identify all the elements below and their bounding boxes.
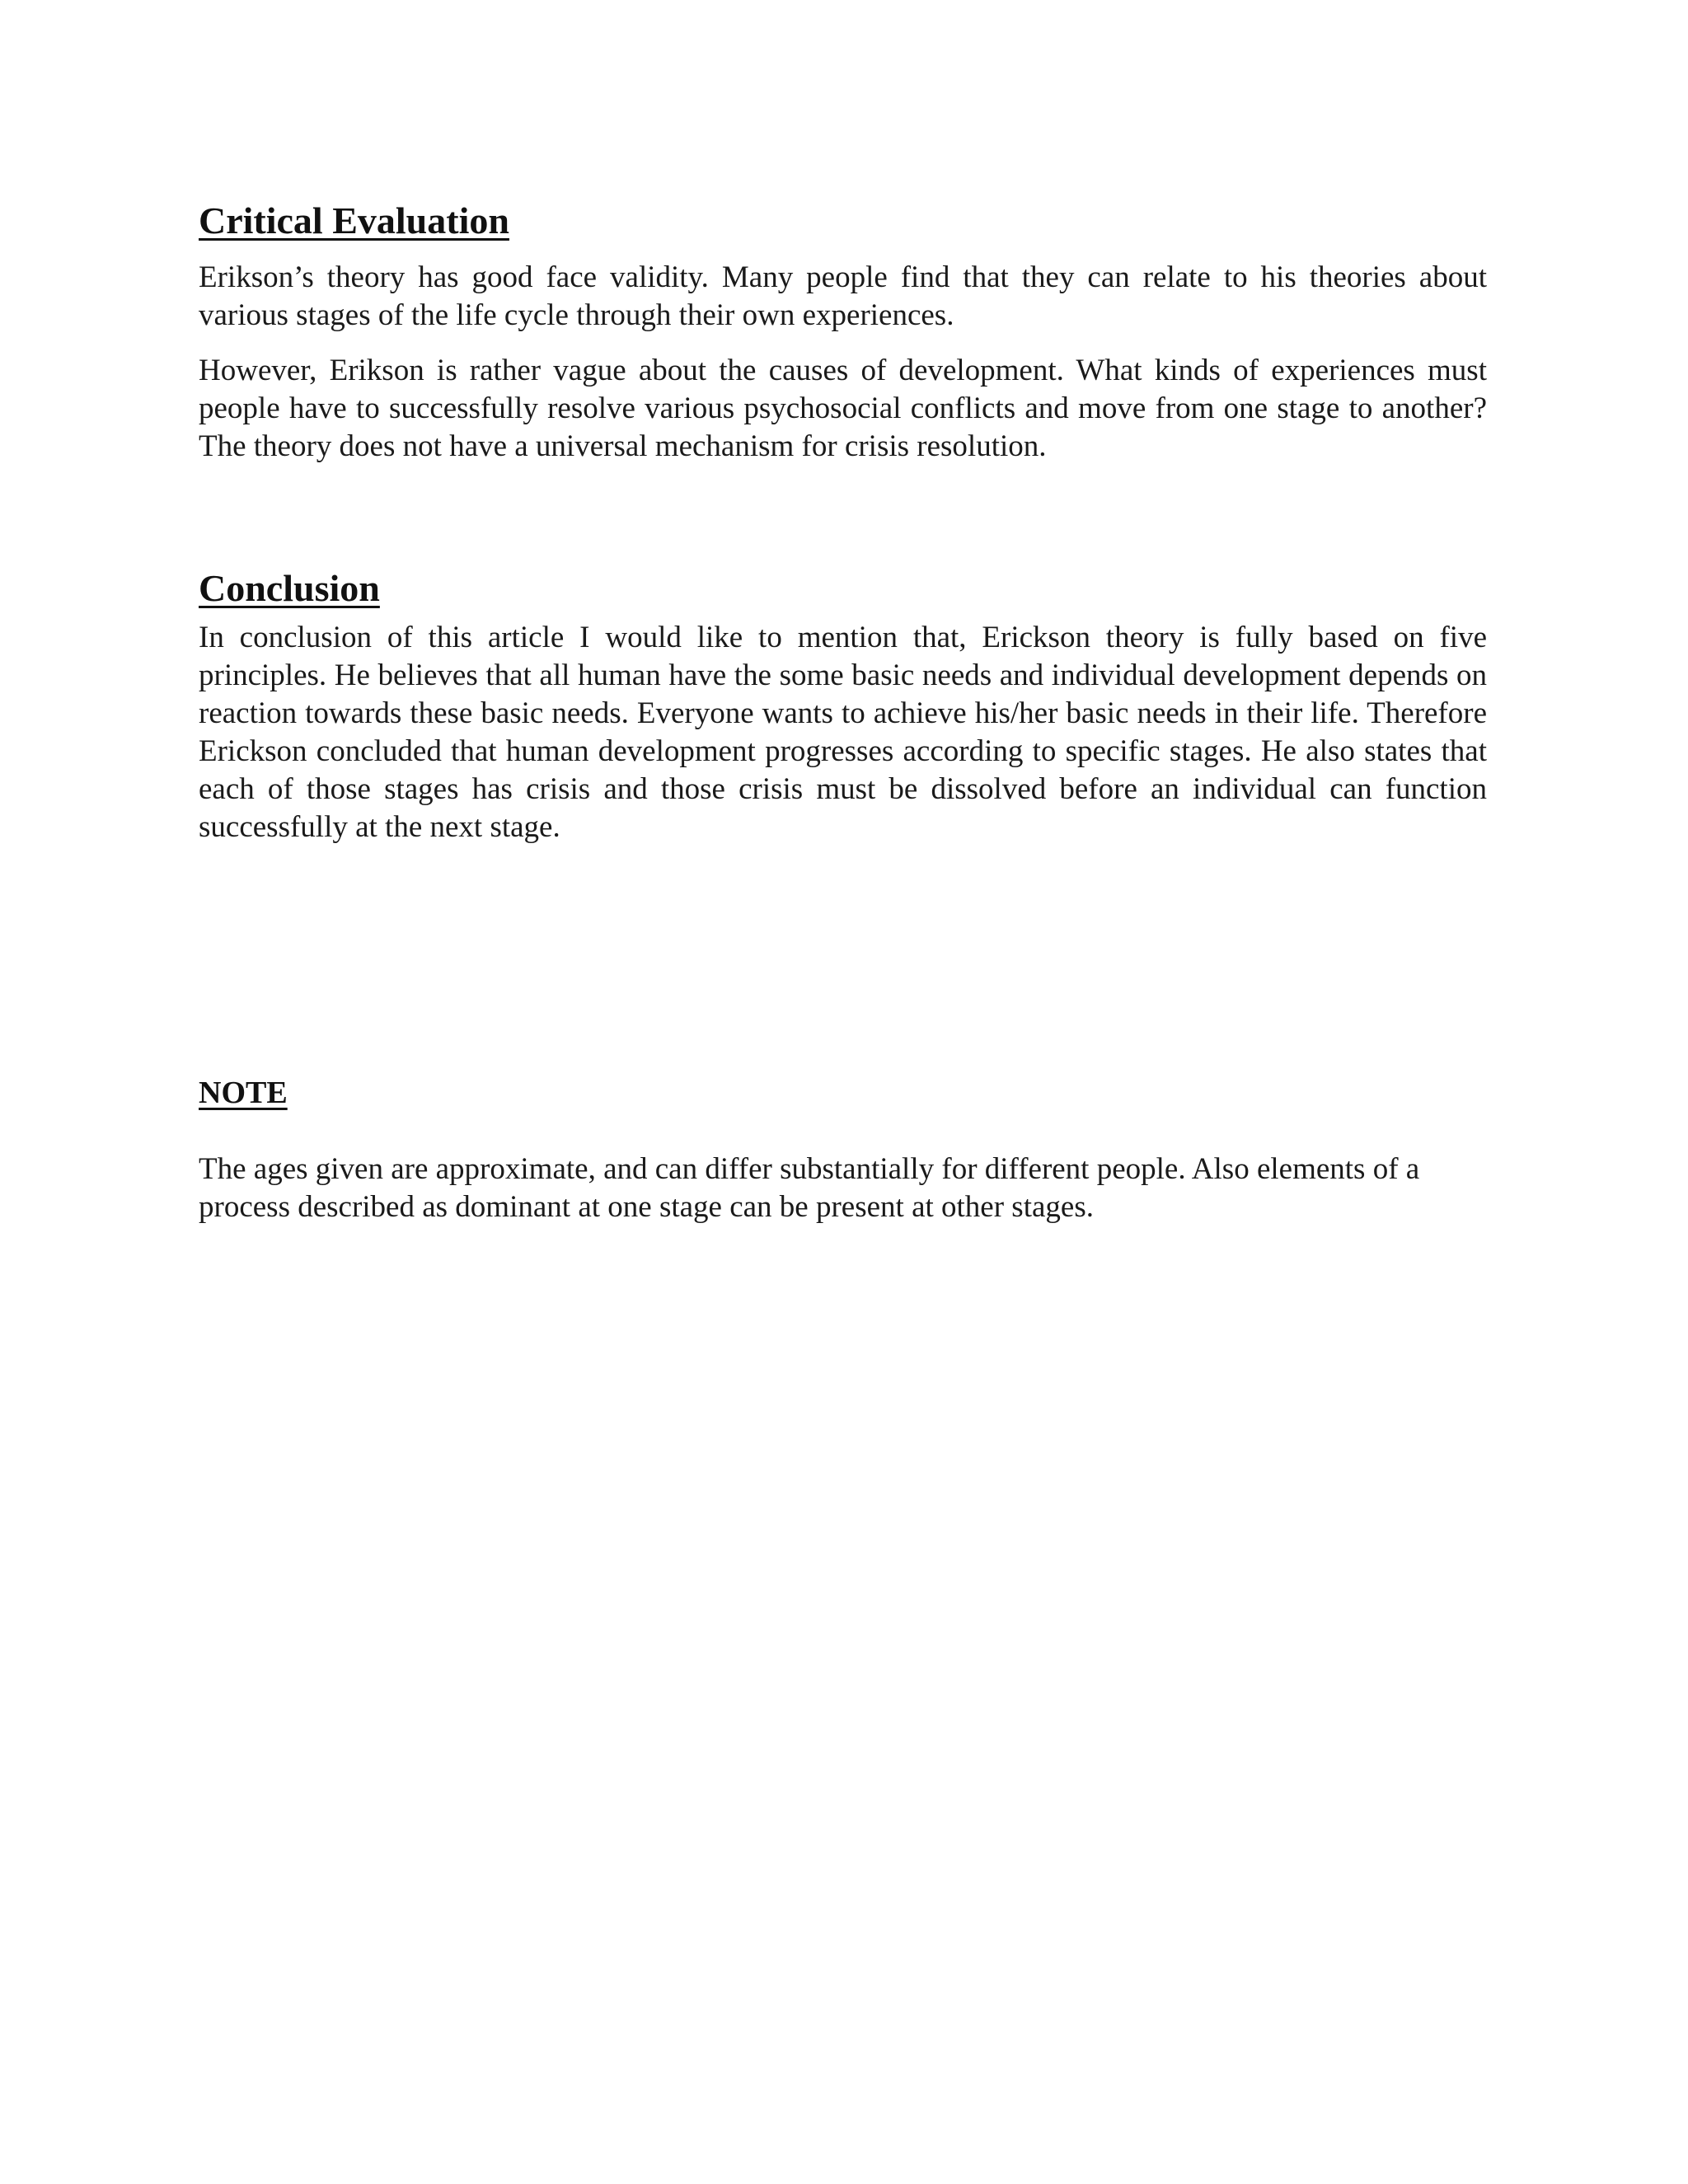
note-heading: NOTE (199, 1076, 288, 1110)
critical-evaluation-paragraph-2: However, Erikson is rather vague about the causes of development. What kinds of experiences must people have to successfully resolve various psychosocial conflicts and move from one stage to another? The theory does not have a universal mechanism for crisis resolution. (199, 354, 1487, 463)
conclusion-heading: Conclusion (199, 567, 380, 609)
critical-evaluation-paragraph-1: Erikson’s theory has good face validity. Many people find that they can relate to his theories about various stages of the life cycle through their own experiences. (199, 260, 1487, 332)
conclusion-paragraph: In conclusion of this article I would like to mention that, Erickson theory is fully based on five principles. He believes that all human have the some basic needs and individual development depends on reaction towards these basic needs. Everyone wants to achieve his/her basic needs in their life. Therefore Erickson concluded that human development progresses according to specific stages. He also states that each of those stages has crisis and those crisis must be dissolved before an individual can function successfully at the next stage. (199, 621, 1487, 844)
note-paragraph: The ages given are approximate, and can differ substantially for different people. Also elements of a process described as dominant at one stage can be present at other stages. (199, 1152, 1420, 1224)
critical-evaluation-heading: Critical Evaluation (199, 199, 509, 241)
